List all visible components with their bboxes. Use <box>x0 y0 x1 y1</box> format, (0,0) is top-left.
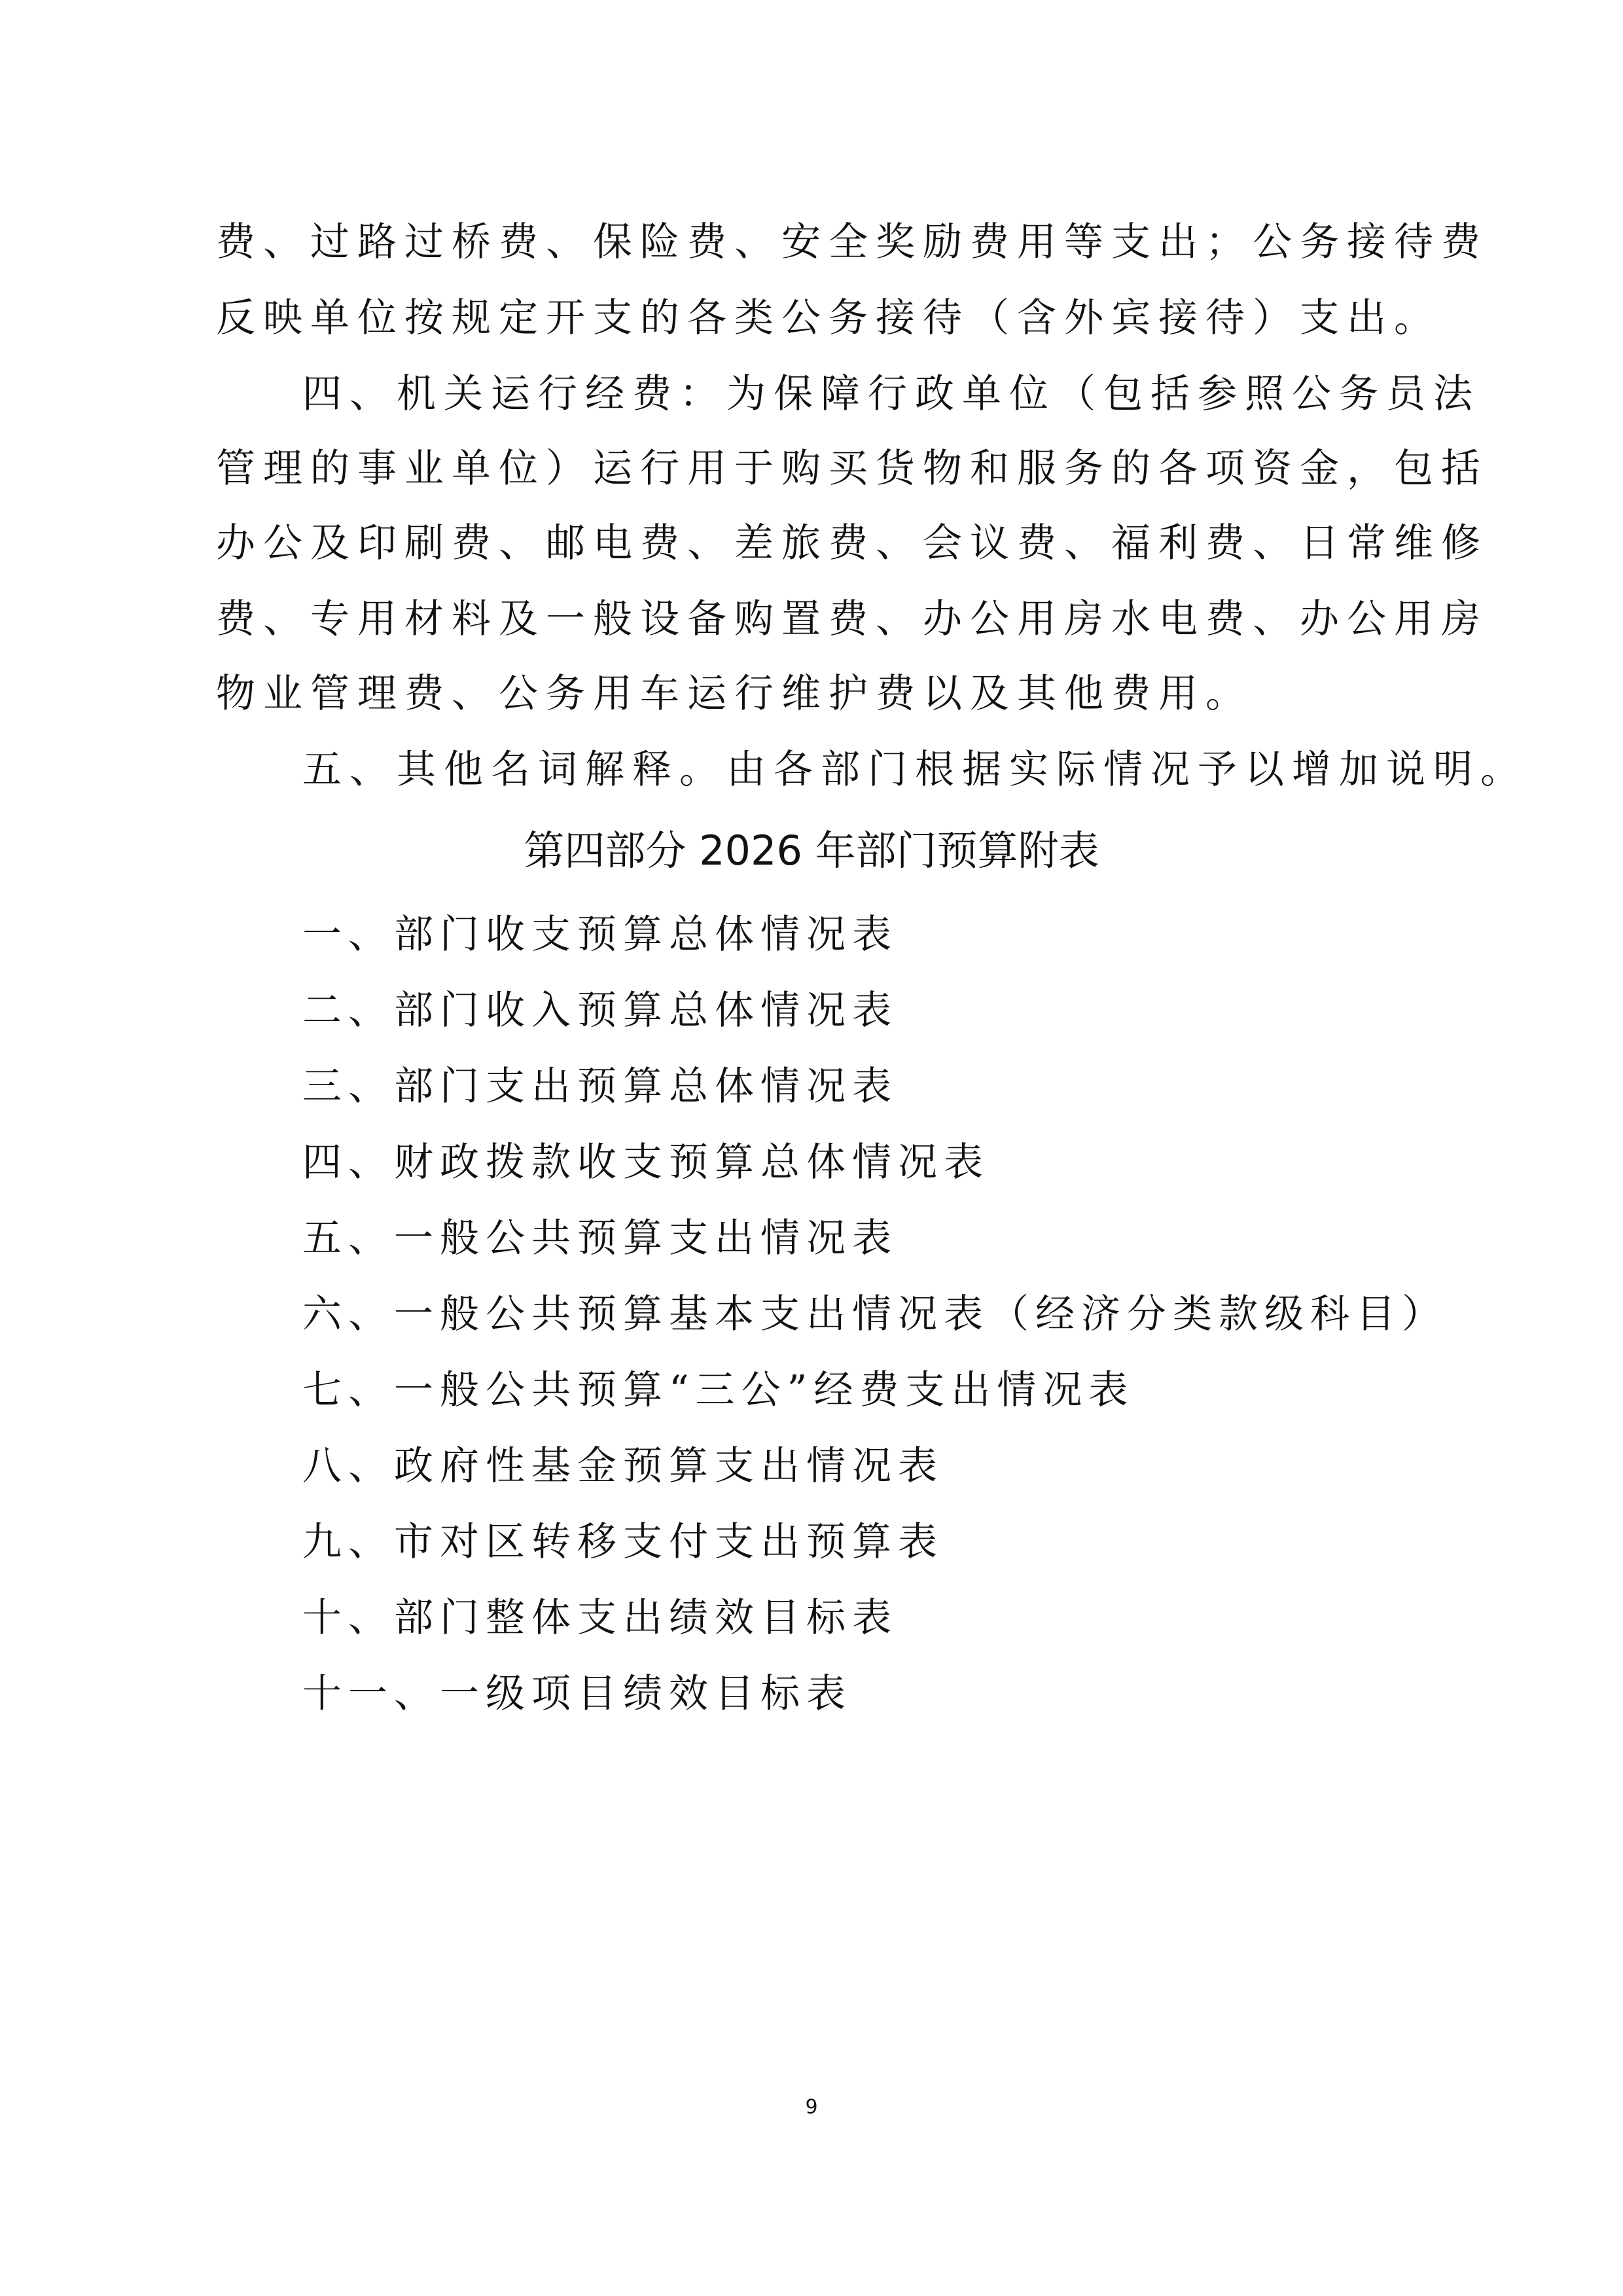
appendix-list-item: 七、一般公共预算“三公”经费支出情况表 <box>302 1367 1135 1413</box>
appendix-list-item: 八、政府性基金预算支出情况表 <box>302 1443 944 1489</box>
appendix-list-item: 二、部门收入预算总体情况表 <box>302 988 898 1033</box>
appendix-list-item: 十一、一级项目绩效目标表 <box>302 1671 852 1717</box>
appendix-list-item: 一、部门收支预算总体情况表 <box>302 912 898 958</box>
body-line-7: 物业管理费、公务用车运行维护费以及其他费用。 <box>216 671 1253 717</box>
body-line-3: 四、机关运行经费：为保障行政单位（包括参照公务员法 <box>302 371 1480 417</box>
page-number: 9 <box>805 2096 818 2119</box>
body-line-5: 办公及印刷费、邮电费、差旅费、会议费、福利费、日常维修 <box>216 520 1488 566</box>
appendix-list-item: 九、市对区转移支付支出预算表 <box>302 1519 944 1565</box>
body-line-4: 管理的事业单位）运行用于购买货物和服务的各项资金，包括 <box>216 446 1488 492</box>
body-line-8: 五、其他名词解释。由各部门根据实际情况予以增加说明。 <box>302 747 1527 793</box>
appendix-list-item: 四、财政拨款收支预算总体情况表 <box>302 1139 990 1185</box>
body-line-2: 反映单位按规定开支的各类公务接待（含外宾接待）支出。 <box>216 295 1441 341</box>
appendix-list-item: 六、一般公共预算基本支出情况表（经济分类款级科目） <box>302 1291 1448 1337</box>
section-title: 第四部分 2026 年部门预算附表 <box>524 827 1099 874</box>
body-line-6: 费、专用材料及一般设备购置费、办公用房水电费、办公用房 <box>216 596 1488 642</box>
appendix-list-item: 五、一般公共预算支出情况表 <box>302 1215 898 1261</box>
appendix-table-list <box>302 897 1448 1732</box>
appendix-list-item: 三、部门支出预算总体情况表 <box>302 1064 898 1109</box>
appendix-list-item: 十、部门整体支出绩效目标表 <box>302 1595 898 1641</box>
body-line-1: 费、过路过桥费、保险费、安全奖励费用等支出；公务接待费 <box>216 219 1488 265</box>
